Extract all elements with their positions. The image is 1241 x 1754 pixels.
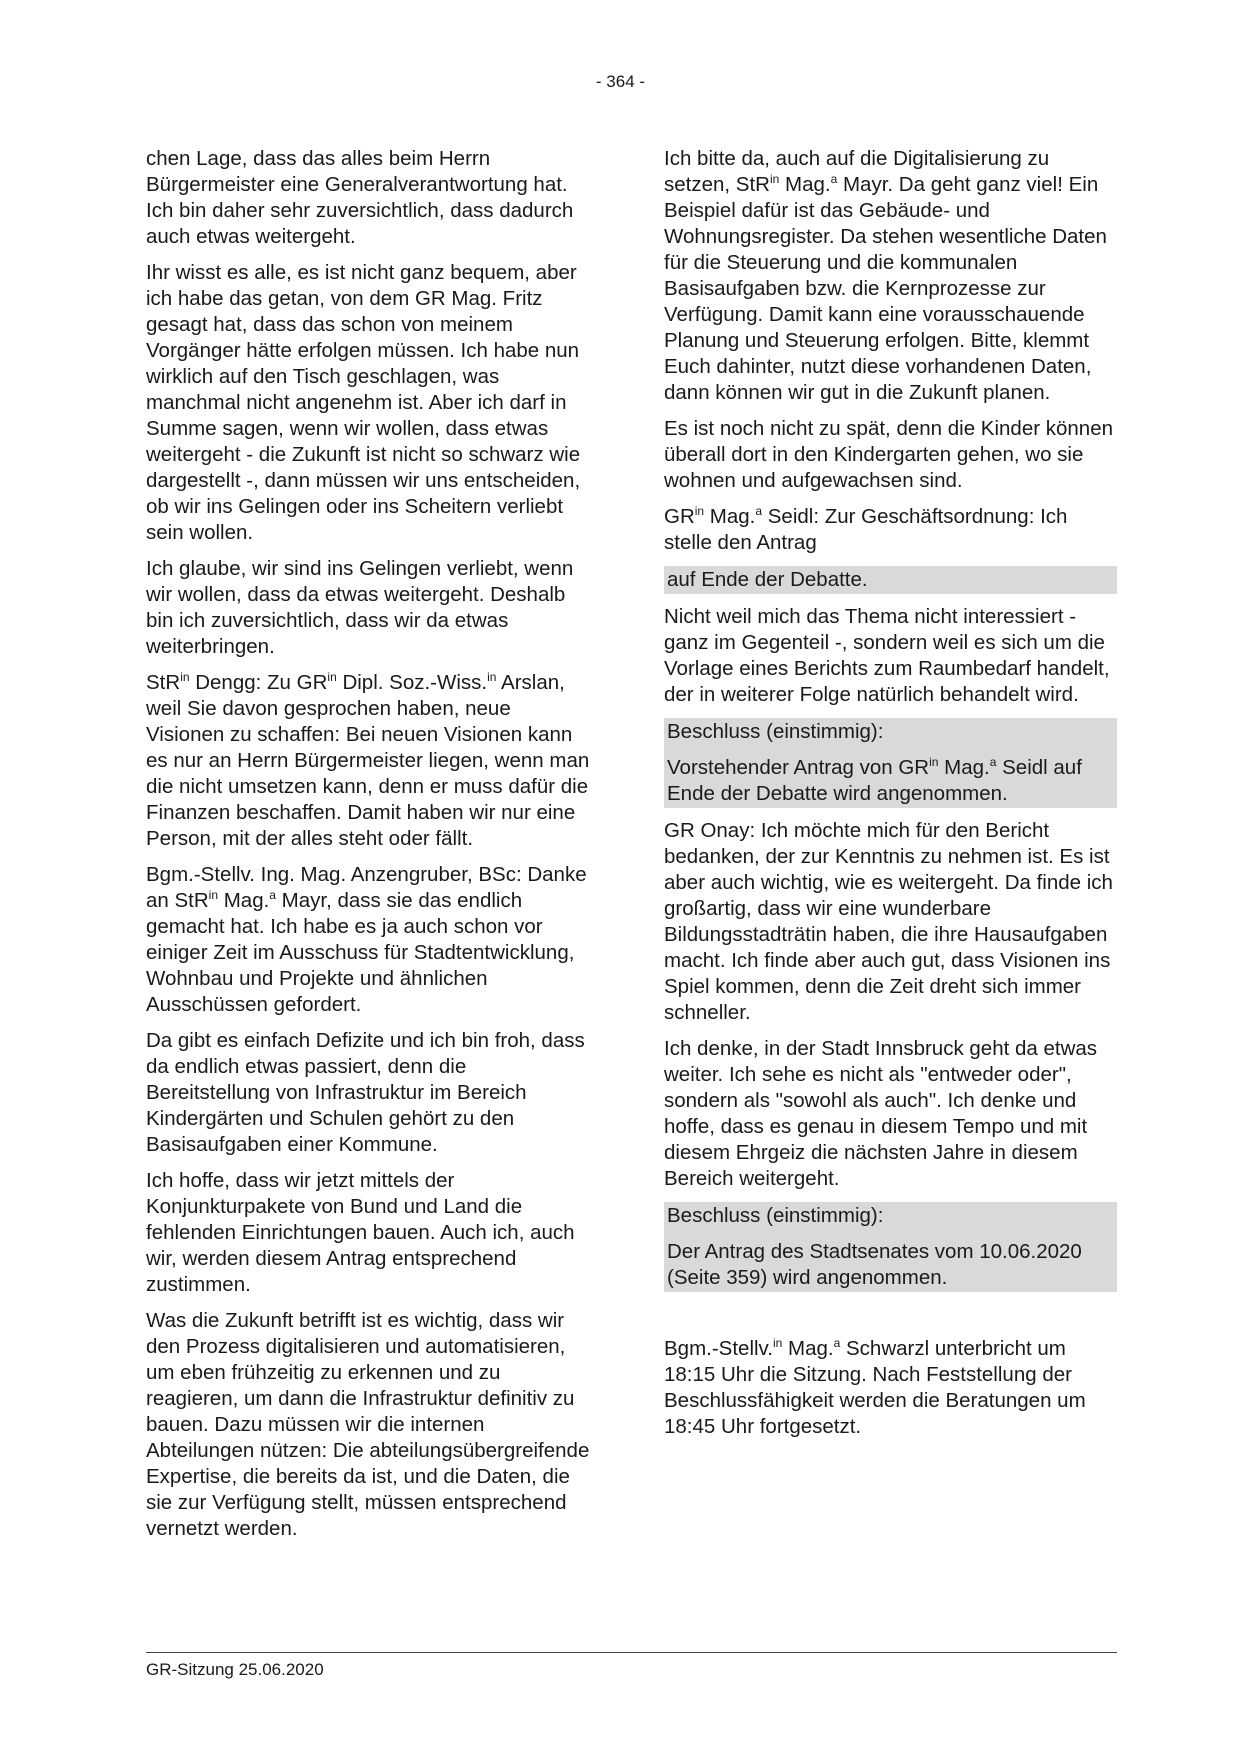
- spacer: [664, 1302, 1117, 1336]
- speaker-paragraph-dengg: StR$^{in}$ Dengg: Zu $GR^{in}$ Dipl. Soz.-Wiss.$^{in}$ Arslan, weil Sie davon gesprochen haben, neue Visionen zu schaffen: Bei neuen Visionen kann es nur an Herrn Bürgermeister liegen, wenn man die nicht umsetzen kann, denn er muss dafür die Finanzen beschaffen. Damit haben wir nur eine Person, mit der alles steht oder fällt.: [146, 670, 590, 850]
- footer-divider: [146, 1652, 1117, 1653]
- paragraph: Ich bitte da, auch auf die Digitalisierung zu setzen, StR$^{in}$ Mag.$^a$ Mayr. Da geht ganz viel! Ein Beispiel dafür ist das Gebäude- und Wohnungsregister. Da stehen wesentliche Daten für die Steuerung und die kommunalen Basisaufgaben bzw. die Kernprozesse zur Verfügung. Damit kann eine vorausschauende Planung und Steuerung erfolgen. Bitte, klemmt Euch dahinter, nutzt diese vorhandenen Daten, dann können wir gut in die Zukunft planen.: [664, 147, 1107, 404]
- session-break-paragraph: Bgm.-Stellv.$^{in}$ Mag.$^a$ Schwarzl unterbricht um 18:15 Uhr die Sitzung. Nach Feststellung der Beschlussfähigkeit werden die Beratungen um 18:45 Uhr fortgesetzt.: [664, 1336, 1086, 1438]
- speaker-paragraph-onay: GR Onay: Ich möchte mich für den Bericht bedanken, der zur Kenntnis zu nehmen ist. Es ist aber auch wichtig, wie es weitergeht. Da finde ich großartig, dass wir eine wunderbare Bildungsstadträtin haben, die ihre Hausaufgaben macht. Ich finde aber auch gut, dass Visionen ins Spiel kommen, denn die Zeit dreht sich immer schneller.: [664, 819, 1113, 1024]
- paragraph: Nicht weil mich das Thema nicht interessiert - ganz im Gegenteil -, sondern weil es sich um die Vorlage eines Berichts zum Raumbedarf handelt, der in weiterer Folge natürlich behandelt wird.: [664, 605, 1110, 706]
- paragraph: Da gibt es einfach Defizite und ich bin froh, dass da endlich etwas passiert, denn die Bereitstellung von Infrastruktur im Bereich Kindergärten und Schulen gehört zu den Basisaufgaben einer Kommune.: [146, 1029, 585, 1156]
- page-number: - 364 -: [595, 72, 646, 91]
- resolution-label: Beschluss (einstimmig):: [664, 1202, 1117, 1235]
- paragraph: Ich glaube, wir sind ins Gelingen verliebt, wenn wir wollen, dass da etwas weitergeht. Deshalb bin ich zuversichtlich, dass wir da etwas weiterbringen.: [146, 557, 574, 658]
- left-column: [146, 146, 593, 1552]
- paragraph: Es ist noch nicht zu spät, denn die Kinder können überall dort in den Kindergarten gehen, wo sie wohnen und aufgewachsen sind.: [664, 417, 1114, 492]
- paragraph: Ihr wisst es alle, es ist nicht ganz bequem, aber ich habe das getan, von dem GR Mag. Fritz gesagt hat, dass das schon von meinem Vorgänger hätte erfolgen müssen. Ich habe nun wirklich auf den Tisch geschlagen, was manchmal nicht angenehm ist. Aber ich darf in Summe sagen, wenn wir wollen, dass etwas weitergeht - die Zukunft ist nicht so schwarz wie dargestellt -, dann müssen wir uns entscheiden, ob wir ins Gelingen oder ins Scheitern verliebt sein wollen.: [146, 261, 581, 544]
- motion-box: auf Ende der Debatte.: [664, 566, 1117, 594]
- footer-session-label: GR-Sitzung 25.06.2020: [146, 1660, 324, 1679]
- right-column: [664, 146, 1117, 1450]
- paragraph: chen Lage, dass das alles beim Herrn Bürgermeister eine Generalverantwortung hat. Ich bin daher sehr zuversichtlich, dass dadurch auch etwas weitergeht.: [146, 147, 574, 248]
- paragraph: Ich denke, in der Stadt Innsbruck geht da etwas weiter. Ich sehe es nicht als "entweder oder", sondern als "sowohl als auch". Ich denke und hoffe, dass es genau in diesem Tempo und mit diesem Ehrgeiz die nächsten Jahre in diesem Bereich weitergeht.: [664, 1037, 1098, 1190]
- paragraph: Was die Zukunft betrifft ist es wichtig, dass wir den Prozess digitalisieren und automatisieren, um eben frühzeitig zu erkennen und zu reagieren, um dann die Infrastruktur definitiv zu bauen. Dazu müssen wir die internen Abteilungen nützen: Die abteilungsübergreifende Expertise, die bereits da ist, und die Daten, die sie zur Verfügung stellt, müssen entsprechend vernetzt werden.: [146, 1309, 590, 1540]
- speaker-paragraph-seidl: $GR^{in}$ Mag.$^a$ Seidl: Zur Geschäftsordnung: Ich stelle den Antrag: [664, 504, 1068, 554]
- speaker-paragraph-anzengruber: Bgm.-Stellv. Ing. Mag. Anzengruber, BSc: Danke an StR$^{in}$ Mag.$^a$ Mayr, dass sie das endlich gemacht hat. Ich habe es ja auch schon vor einiger Zeit im Ausschuss für Stadtentwicklung, Wohnbau und Projekte und ähnlichen Ausschüssen gefordert.: [146, 863, 587, 1016]
- resolution-text: Vorstehender Antrag von $GR^{in}$ Mag.$^a$ Seidl auf Ende der Debatte wird angenommen.: [664, 751, 1117, 808]
- resolution-text: Der Antrag des Stadtsenates vom 10.06.2020 (Seite 359) wird angenommen.: [664, 1235, 1117, 1292]
- paragraph: Ich hoffe, dass wir jetzt mittels der Konjunkturpakete von Bund und Land die fehlenden Einrichtungen bauen. Auch ich, auch wir, werden diesem Antrag entsprechend zustimmen.: [146, 1169, 575, 1296]
- resolution-label: Beschluss (einstimmig):: [664, 718, 1117, 751]
